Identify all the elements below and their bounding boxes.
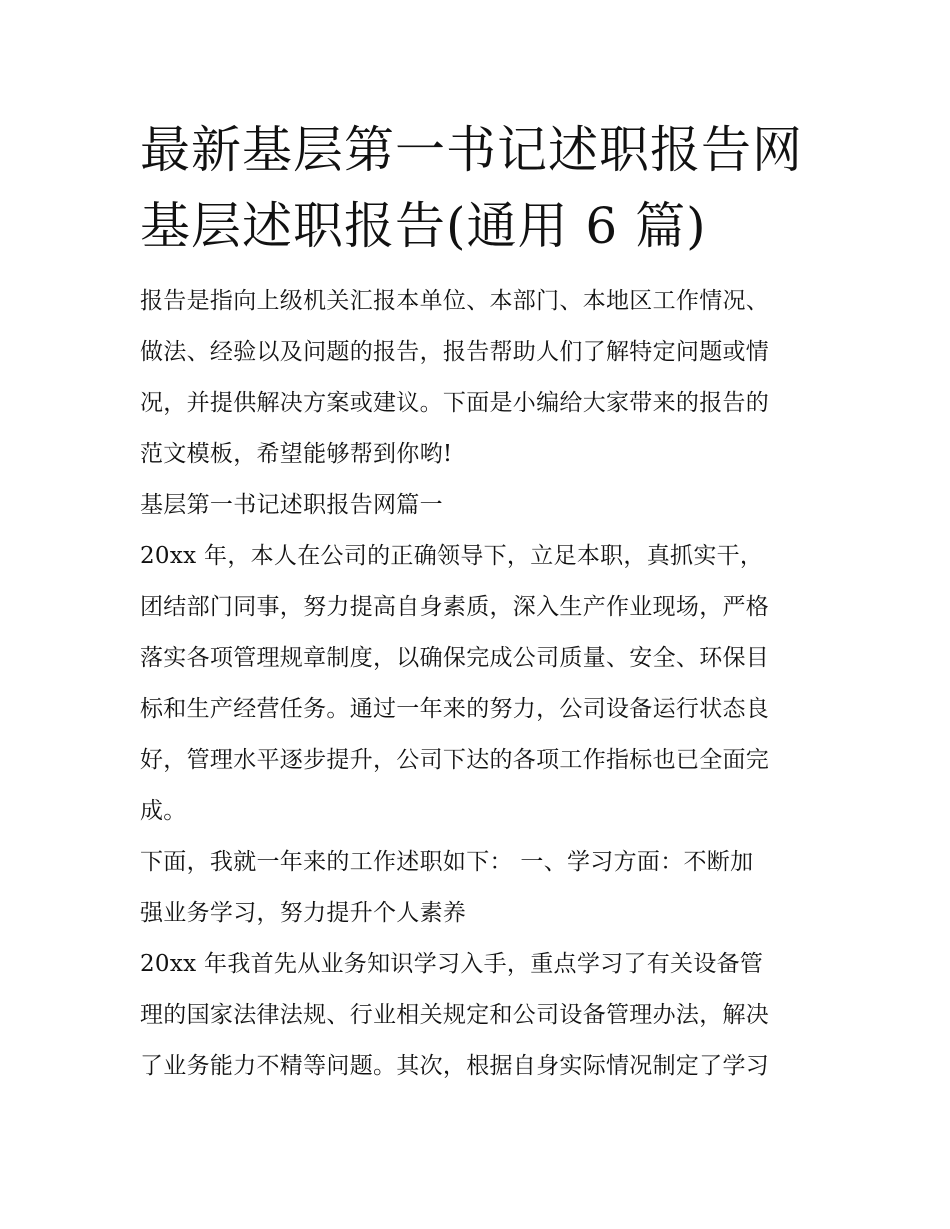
paragraph-line: 落实各项管理规章制度，以确保完成公司质量、安全、环保目 — [140, 645, 770, 671]
paragraph-line: 标和生产经营任务。通过一年来的努力，公司设备运行状态良 — [140, 696, 770, 722]
paragraph-line: 20xx 年我首先从业务知识学习入手，重点学习了有关设备管 — [140, 951, 764, 977]
paragraph-line: 了业务能力不精等问题。其次，根据自身实际情况制定了学习 — [140, 1053, 770, 1079]
paragraph-line: 做法、经验以及问题的报告，报告帮助人们了解特定问题或情 — [140, 339, 770, 365]
paragraph-line: 理的国家法律法规、行业相关规定和公司设备管理办法，解决 — [140, 1002, 770, 1028]
title-line-2: 基层述职报告(通用 6 篇) — [140, 197, 707, 255]
title-line-1: 最新基层第一书记述职报告网 — [140, 121, 803, 179]
paragraph-line: 下面，我就一年来的工作述职如下： 一、学习方面：不断加 — [140, 849, 754, 875]
paragraph-line: 20xx 年，本人在公司的正确领导下，立足本职，真抓实干， — [140, 543, 764, 569]
paragraph-line: 好，管理水平逐步提升，公司下达的各项工作指标也已全面完 — [140, 747, 770, 773]
document-title — [140, 112, 840, 264]
document-body — [140, 276, 820, 1092]
paragraph-line: 报告是指向上级机关汇报本单位、本部门、本地区工作情况、 — [140, 288, 770, 314]
section-heading: 基层第一书记述职报告网篇一 — [140, 492, 443, 518]
paragraph-line: 强业务学习，努力提升个人素养 — [140, 900, 467, 926]
paragraph-line: 况，并提供解决方案或建议。下面是小编给大家带来的报告的 — [140, 390, 770, 416]
paragraph-line: 范文模板，希望能够帮到你哟! — [140, 441, 453, 467]
paragraph-line: 团结部门同事，努力提高自身素质，深入生产作业现场，严格 — [140, 594, 770, 620]
paragraph-line: 成。 — [140, 798, 187, 824]
